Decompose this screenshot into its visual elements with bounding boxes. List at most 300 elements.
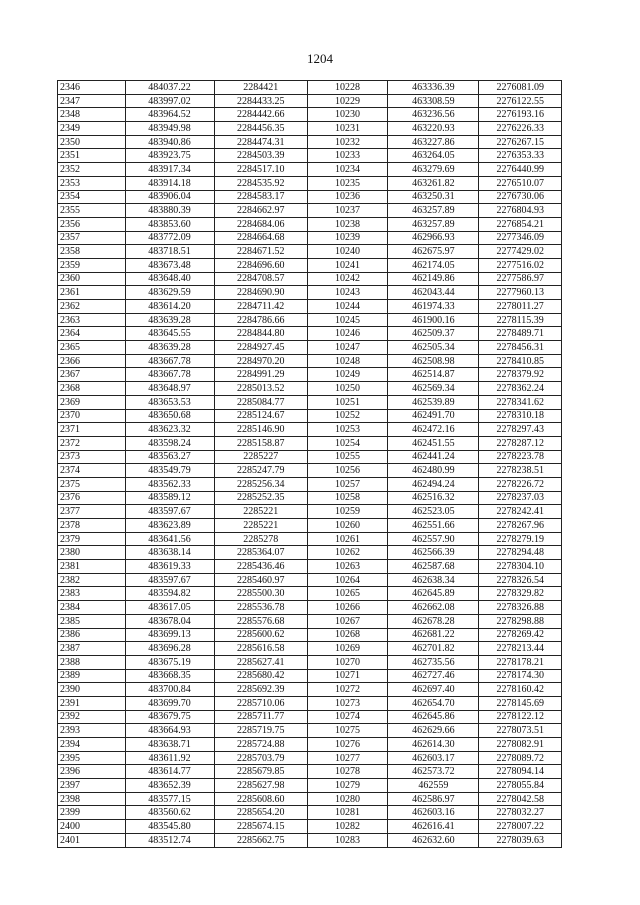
easting-a-cell: 483696.28: [125, 642, 214, 656]
northing-b-cell: 2276193.16: [479, 108, 562, 122]
easting-a-cell: 484037.22: [125, 81, 214, 95]
northing-a-cell: 2285146.90: [214, 423, 307, 437]
table-row: [58, 450, 562, 464]
easting-b-cell: 462523.05: [388, 505, 479, 519]
northing-a-cell: 2284442.66: [214, 108, 307, 122]
table-row: [58, 724, 562, 738]
table-row: [58, 587, 562, 601]
point-number-b-cell: 10265: [307, 587, 387, 601]
table-row: [58, 642, 562, 656]
easting-a-cell: 483853.60: [125, 217, 214, 231]
northing-b-cell: 2277346.09: [479, 231, 562, 245]
easting-b-cell: 462654.70: [388, 696, 479, 710]
point-number-b-cell: 10277: [307, 751, 387, 765]
point-number-b-cell: 10242: [307, 272, 387, 286]
easting-a-cell: 483917.34: [125, 163, 214, 177]
easting-a-cell: 483667.78: [125, 354, 214, 368]
table-row: [58, 231, 562, 245]
northing-b-cell: 2278011.27: [479, 300, 562, 314]
northing-b-cell: 2278326.54: [479, 573, 562, 587]
northing-b-cell: 2278269.42: [479, 628, 562, 642]
easting-b-cell: 462616.41: [388, 820, 479, 834]
easting-b-cell: 463308.59: [388, 94, 479, 108]
point-number-b-cell: 10254: [307, 436, 387, 450]
point-number-a-cell: 2374: [58, 464, 126, 478]
point-number-b-cell: 10279: [307, 779, 387, 793]
easting-b-cell: 462629.66: [388, 724, 479, 738]
point-number-a-cell: 2363: [58, 313, 126, 327]
northing-a-cell: 2285719.75: [214, 724, 307, 738]
northing-b-cell: 2278042.58: [479, 792, 562, 806]
point-number-a-cell: 2387: [58, 642, 126, 656]
northing-b-cell: 2278226.72: [479, 477, 562, 491]
northing-b-cell: 2276081.09: [479, 81, 562, 95]
easting-b-cell: 463264.05: [388, 149, 479, 163]
easting-a-cell: 483589.12: [125, 491, 214, 505]
easting-b-cell: 462494.24: [388, 477, 479, 491]
point-number-a-cell: 2384: [58, 601, 126, 615]
table-row: [58, 409, 562, 423]
table-row: [58, 313, 562, 327]
easting-a-cell: 483652.39: [125, 779, 214, 793]
northing-b-cell: 2278362.24: [479, 382, 562, 396]
point-number-b-cell: 10233: [307, 149, 387, 163]
northing-a-cell: 2285227: [214, 450, 307, 464]
point-number-b-cell: 10249: [307, 368, 387, 382]
easting-a-cell: 483906.04: [125, 190, 214, 204]
easting-a-cell: 483641.56: [125, 532, 214, 546]
northing-a-cell: 2284517.10: [214, 163, 307, 177]
coordinates-table: [57, 80, 562, 848]
northing-a-cell: 2285692.39: [214, 683, 307, 697]
northing-a-cell: 2285247.79: [214, 464, 307, 478]
point-number-b-cell: 10241: [307, 258, 387, 272]
table-row: [58, 751, 562, 765]
easting-a-cell: 483923.75: [125, 149, 214, 163]
point-number-b-cell: 10259: [307, 505, 387, 519]
easting-b-cell: 462441.24: [388, 450, 479, 464]
point-number-b-cell: 10256: [307, 464, 387, 478]
table-row: [58, 204, 562, 218]
point-number-b-cell: 10283: [307, 833, 387, 847]
northing-a-cell: 2284456.35: [214, 122, 307, 136]
point-number-b-cell: 10267: [307, 614, 387, 628]
easting-b-cell: 463279.69: [388, 163, 479, 177]
northing-b-cell: 2278145.69: [479, 696, 562, 710]
easting-a-cell: 483577.15: [125, 792, 214, 806]
point-number-b-cell: 10236: [307, 190, 387, 204]
point-number-b-cell: 10280: [307, 792, 387, 806]
northing-b-cell: 2278178.21: [479, 655, 562, 669]
easting-a-cell: 483678.04: [125, 614, 214, 628]
point-number-b-cell: 10247: [307, 341, 387, 355]
easting-b-cell: 462491.70: [388, 409, 479, 423]
easting-a-cell: 483880.39: [125, 204, 214, 218]
easting-a-cell: 483623.32: [125, 423, 214, 437]
northing-b-cell: 2276353.33: [479, 149, 562, 163]
table-row: [58, 806, 562, 820]
point-number-b-cell: 10262: [307, 546, 387, 560]
table-row: [58, 423, 562, 437]
coordinates-table-body: [58, 81, 562, 848]
easting-a-cell: 483914.18: [125, 176, 214, 190]
easting-a-cell: 483549.79: [125, 464, 214, 478]
table-row: [58, 149, 562, 163]
northing-a-cell: 2284664.68: [214, 231, 307, 245]
point-number-b-cell: 10232: [307, 135, 387, 149]
table-row: [58, 354, 562, 368]
point-number-b-cell: 10230: [307, 108, 387, 122]
northing-a-cell: 2285627.98: [214, 779, 307, 793]
point-number-b-cell: 10269: [307, 642, 387, 656]
easting-a-cell: 483648.40: [125, 272, 214, 286]
northing-b-cell: 2278298.88: [479, 614, 562, 628]
northing-a-cell: 2285680.42: [214, 669, 307, 683]
point-number-a-cell: 2395: [58, 751, 126, 765]
table-row: [58, 614, 562, 628]
point-number-a-cell: 2398: [58, 792, 126, 806]
point-number-b-cell: 10239: [307, 231, 387, 245]
table-row: [58, 628, 562, 642]
northing-b-cell: 2276854.21: [479, 217, 562, 231]
northing-b-cell: 2278174.30: [479, 669, 562, 683]
easting-b-cell: 462516.32: [388, 491, 479, 505]
northing-b-cell: 2278089.72: [479, 751, 562, 765]
northing-a-cell: 2284583.17: [214, 190, 307, 204]
easting-a-cell: 483772.09: [125, 231, 214, 245]
easting-a-cell: 483614.20: [125, 300, 214, 314]
table-row: [58, 135, 562, 149]
table-row: [58, 382, 562, 396]
northing-a-cell: 2284421: [214, 81, 307, 95]
point-number-a-cell: 2381: [58, 560, 126, 574]
northing-a-cell: 2285278: [214, 532, 307, 546]
easting-a-cell: 483949.98: [125, 122, 214, 136]
northing-b-cell: 2278242.41: [479, 505, 562, 519]
point-number-b-cell: 10235: [307, 176, 387, 190]
table-row: [58, 258, 562, 272]
easting-a-cell: 483997.02: [125, 94, 214, 108]
page-number: 1204: [307, 51, 333, 66]
easting-b-cell: 462645.89: [388, 587, 479, 601]
northing-a-cell: 2285576.68: [214, 614, 307, 628]
northing-b-cell: 2278489.71: [479, 327, 562, 341]
point-number-a-cell: 2392: [58, 710, 126, 724]
point-number-b-cell: 10243: [307, 286, 387, 300]
easting-b-cell: 461900.16: [388, 313, 479, 327]
easting-b-cell: 462603.16: [388, 806, 479, 820]
easting-a-cell: 483675.19: [125, 655, 214, 669]
northing-a-cell: 2285711.77: [214, 710, 307, 724]
northing-a-cell: 2285221: [214, 519, 307, 533]
northing-a-cell: 2285158.87: [214, 436, 307, 450]
northing-a-cell: 2284503.39: [214, 149, 307, 163]
northing-b-cell: 2278237.03: [479, 491, 562, 505]
northing-b-cell: 2278379.92: [479, 368, 562, 382]
point-number-a-cell: 2388: [58, 655, 126, 669]
easting-b-cell: 462559: [388, 779, 479, 793]
point-number-b-cell: 10272: [307, 683, 387, 697]
northing-b-cell: 2278410.85: [479, 354, 562, 368]
table-row: [58, 94, 562, 108]
table-row: [58, 300, 562, 314]
point-number-a-cell: 2365: [58, 341, 126, 355]
table-row: [58, 738, 562, 752]
point-number-a-cell: 2364: [58, 327, 126, 341]
northing-a-cell: 2285608.60: [214, 792, 307, 806]
easting-a-cell: 483563.27: [125, 450, 214, 464]
table-row: [58, 560, 562, 574]
table-row: [58, 327, 562, 341]
northing-b-cell: 2278055.84: [479, 779, 562, 793]
easting-a-cell: 483611.92: [125, 751, 214, 765]
point-number-b-cell: 10231: [307, 122, 387, 136]
easting-a-cell: 483940.86: [125, 135, 214, 149]
point-number-b-cell: 10234: [307, 163, 387, 177]
northing-b-cell: 2278297.43: [479, 423, 562, 437]
point-number-b-cell: 10250: [307, 382, 387, 396]
point-number-a-cell: 2393: [58, 724, 126, 738]
northing-a-cell: 2284662.97: [214, 204, 307, 218]
easting-b-cell: 462451.55: [388, 436, 479, 450]
easting-a-cell: 483679.75: [125, 710, 214, 724]
northing-a-cell: 2284433.25: [214, 94, 307, 108]
table-row: [58, 519, 562, 533]
northing-b-cell: 2278160.42: [479, 683, 562, 697]
northing-b-cell: 2278304.10: [479, 560, 562, 574]
northing-b-cell: 2278122.12: [479, 710, 562, 724]
easting-b-cell: 462480.99: [388, 464, 479, 478]
point-number-b-cell: 10251: [307, 395, 387, 409]
northing-b-cell: 2277516.02: [479, 258, 562, 272]
table-row: [58, 696, 562, 710]
northing-b-cell: 2278456.31: [479, 341, 562, 355]
northing-a-cell: 2285252.35: [214, 491, 307, 505]
easting-b-cell: 462966.93: [388, 231, 479, 245]
table-row: [58, 546, 562, 560]
easting-b-cell: 463257.89: [388, 217, 479, 231]
northing-a-cell: 2284927.45: [214, 341, 307, 355]
point-number-a-cell: 2389: [58, 669, 126, 683]
northing-a-cell: 2285710.06: [214, 696, 307, 710]
table-row: [58, 81, 562, 95]
point-number-a-cell: 2362: [58, 300, 126, 314]
table-row: [58, 477, 562, 491]
easting-b-cell: 462174.05: [388, 258, 479, 272]
easting-b-cell: 462149.86: [388, 272, 479, 286]
point-number-a-cell: 2380: [58, 546, 126, 560]
point-number-a-cell: 2370: [58, 409, 126, 423]
table-row: [58, 163, 562, 177]
point-number-b-cell: 10282: [307, 820, 387, 834]
easting-a-cell: 483648.97: [125, 382, 214, 396]
easting-a-cell: 483562.33: [125, 477, 214, 491]
northing-b-cell: 2276440.99: [479, 163, 562, 177]
point-number-b-cell: 10253: [307, 423, 387, 437]
point-number-b-cell: 10274: [307, 710, 387, 724]
easting-b-cell: 462551.66: [388, 519, 479, 533]
easting-b-cell: 462675.97: [388, 245, 479, 259]
point-number-a-cell: 2377: [58, 505, 126, 519]
northing-b-cell: 2278294.48: [479, 546, 562, 560]
easting-b-cell: 463236.56: [388, 108, 479, 122]
northing-a-cell: 2285600.62: [214, 628, 307, 642]
northing-b-cell: 2278287.12: [479, 436, 562, 450]
point-number-b-cell: 10268: [307, 628, 387, 642]
easting-b-cell: 462603.17: [388, 751, 479, 765]
easting-b-cell: 462697.40: [388, 683, 479, 697]
point-number-a-cell: 2400: [58, 820, 126, 834]
northing-a-cell: 2284786.66: [214, 313, 307, 327]
easting-b-cell: 462681.22: [388, 628, 479, 642]
table-row: [58, 532, 562, 546]
northing-b-cell: 2278310.18: [479, 409, 562, 423]
table-row: [58, 601, 562, 615]
northing-a-cell: 2284684.06: [214, 217, 307, 231]
table-row: [58, 710, 562, 724]
northing-a-cell: 2284535.92: [214, 176, 307, 190]
northing-b-cell: 2276804.93: [479, 204, 562, 218]
point-number-b-cell: 10238: [307, 217, 387, 231]
easting-a-cell: 483629.59: [125, 286, 214, 300]
easting-b-cell: 462632.60: [388, 833, 479, 847]
point-number-a-cell: 2350: [58, 135, 126, 149]
table-row: [58, 669, 562, 683]
point-number-a-cell: 2394: [58, 738, 126, 752]
northing-a-cell: 2285627.41: [214, 655, 307, 669]
northing-b-cell: 2276510.07: [479, 176, 562, 190]
northing-a-cell: 2285674.15: [214, 820, 307, 834]
easting-a-cell: 483560.62: [125, 806, 214, 820]
northing-a-cell: 2285616.58: [214, 642, 307, 656]
easting-a-cell: 483645.55: [125, 327, 214, 341]
point-number-b-cell: 10229: [307, 94, 387, 108]
easting-b-cell: 462573.72: [388, 765, 479, 779]
northing-a-cell: 2284690.90: [214, 286, 307, 300]
easting-b-cell: 462662.08: [388, 601, 479, 615]
northing-b-cell: 2278279.19: [479, 532, 562, 546]
easting-b-cell: 463261.82: [388, 176, 479, 190]
easting-b-cell: 462509.37: [388, 327, 479, 341]
northing-a-cell: 2284844.80: [214, 327, 307, 341]
easting-b-cell: 463250.31: [388, 190, 479, 204]
point-number-b-cell: 10271: [307, 669, 387, 683]
northing-a-cell: 2284711.42: [214, 300, 307, 314]
easting-b-cell: 462043.44: [388, 286, 479, 300]
easting-a-cell: 483964.52: [125, 108, 214, 122]
easting-b-cell: 462557.90: [388, 532, 479, 546]
point-number-a-cell: 2379: [58, 532, 126, 546]
easting-b-cell: 462678.28: [388, 614, 479, 628]
point-number-b-cell: 10270: [307, 655, 387, 669]
northing-b-cell: 2278329.82: [479, 587, 562, 601]
easting-b-cell: 462569.34: [388, 382, 479, 396]
northing-b-cell: 2278094.14: [479, 765, 562, 779]
northing-b-cell: 2278007.22: [479, 820, 562, 834]
northing-b-cell: 2276730.06: [479, 190, 562, 204]
easting-a-cell: 483623.89: [125, 519, 214, 533]
point-number-b-cell: 10273: [307, 696, 387, 710]
point-number-a-cell: 2375: [58, 477, 126, 491]
easting-a-cell: 483639.28: [125, 313, 214, 327]
northing-b-cell: 2278073.51: [479, 724, 562, 738]
point-number-b-cell: 10260: [307, 519, 387, 533]
point-number-b-cell: 10266: [307, 601, 387, 615]
northing-b-cell: 2278115.39: [479, 313, 562, 327]
easting-b-cell: 462735.56: [388, 655, 479, 669]
point-number-b-cell: 10257: [307, 477, 387, 491]
easting-b-cell: 462587.68: [388, 560, 479, 574]
northing-a-cell: 2284708.57: [214, 272, 307, 286]
point-number-a-cell: 2346: [58, 81, 126, 95]
table-row: [58, 464, 562, 478]
point-number-b-cell: 10281: [307, 806, 387, 820]
table-row: [58, 286, 562, 300]
northing-a-cell: 2285679.85: [214, 765, 307, 779]
easting-b-cell: 462614.30: [388, 738, 479, 752]
point-number-a-cell: 2347: [58, 94, 126, 108]
easting-a-cell: 483699.70: [125, 696, 214, 710]
point-number-b-cell: 10240: [307, 245, 387, 259]
table-row: [58, 341, 562, 355]
easting-a-cell: 483619.33: [125, 560, 214, 574]
table-row: [58, 108, 562, 122]
northing-b-cell: 2278223.78: [479, 450, 562, 464]
easting-a-cell: 483614.77: [125, 765, 214, 779]
easting-b-cell: 462638.34: [388, 573, 479, 587]
point-number-a-cell: 2359: [58, 258, 126, 272]
table-row: [58, 683, 562, 697]
easting-a-cell: 483598.24: [125, 436, 214, 450]
northing-b-cell: 2276226.33: [479, 122, 562, 136]
table-row: [58, 217, 562, 231]
point-number-b-cell: 10275: [307, 724, 387, 738]
easting-b-cell: 462727.46: [388, 669, 479, 683]
point-number-b-cell: 10278: [307, 765, 387, 779]
easting-b-cell: 463336.39: [388, 81, 479, 95]
easting-a-cell: 483639.28: [125, 341, 214, 355]
northing-a-cell: 2285654.20: [214, 806, 307, 820]
northing-b-cell: 2276267.15: [479, 135, 562, 149]
easting-a-cell: 483699.13: [125, 628, 214, 642]
easting-b-cell: 462586.97: [388, 792, 479, 806]
point-number-a-cell: 2385: [58, 614, 126, 628]
easting-a-cell: 483597.67: [125, 573, 214, 587]
point-number-b-cell: 10263: [307, 560, 387, 574]
easting-a-cell: 483597.67: [125, 505, 214, 519]
point-number-a-cell: 2349: [58, 122, 126, 136]
northing-a-cell: 2284696.60: [214, 258, 307, 272]
easting-a-cell: 483512.74: [125, 833, 214, 847]
point-number-a-cell: 2353: [58, 176, 126, 190]
point-number-a-cell: 2367: [58, 368, 126, 382]
northing-b-cell: 2278213.44: [479, 642, 562, 656]
table-row: [58, 436, 562, 450]
northing-a-cell: 2284970.20: [214, 354, 307, 368]
northing-a-cell: 2285460.97: [214, 573, 307, 587]
easting-a-cell: 483638.14: [125, 546, 214, 560]
point-number-b-cell: 10246: [307, 327, 387, 341]
point-number-b-cell: 10252: [307, 409, 387, 423]
point-number-a-cell: 2352: [58, 163, 126, 177]
easting-a-cell: 483653.53: [125, 395, 214, 409]
point-number-a-cell: 2401: [58, 833, 126, 847]
table-row: [58, 792, 562, 806]
easting-a-cell: 483700.84: [125, 683, 214, 697]
northing-a-cell: 2285221: [214, 505, 307, 519]
easting-a-cell: 483673.48: [125, 258, 214, 272]
northing-b-cell: 2277429.02: [479, 245, 562, 259]
